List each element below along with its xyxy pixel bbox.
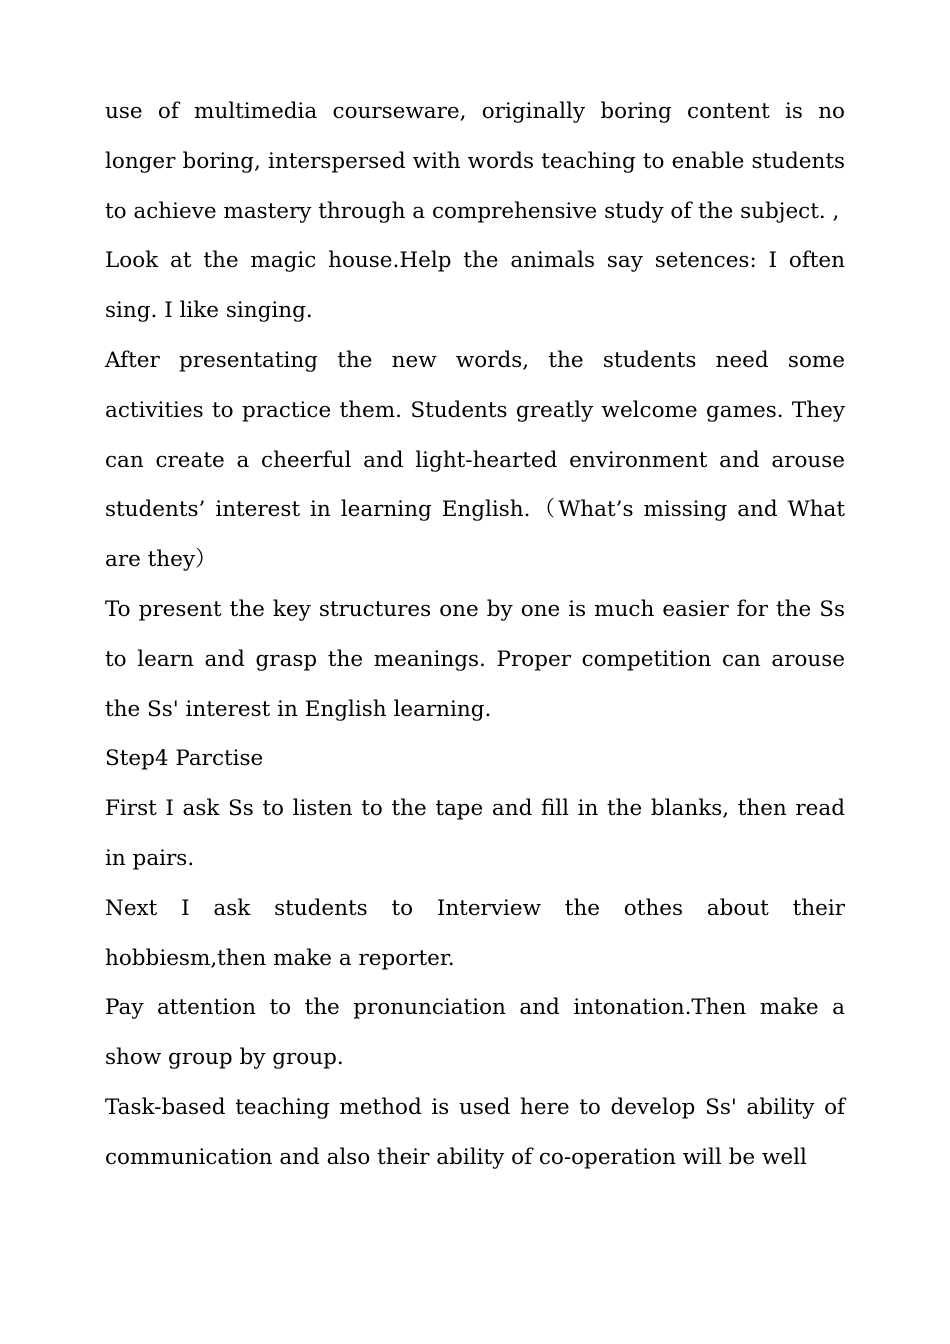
- paragraph-listen-tape: First I ask Ss to listen to the tape and fill in the blanks, then read in pairs.: [105, 796, 845, 871]
- paragraph-interview: Next I ask students to Interview the othes about their hobbiesm,then make a reporter.: [105, 895, 845, 971]
- paragraph-pronunciation: Pay attention to the pronunciation and intonation.Then make a show group by group.: [105, 995, 845, 1071]
- paragraph-key-structures: To present the key structures one by one is much easier for the Ss to learn and grasp the meanings. Proper competition can arouse the Ss' interest in English learning.: [105, 596, 845, 722]
- heading-step4: Step4 Parctise: [105, 746, 264, 772]
- paragraph-magic-house: Look at the magic house.Help the animals say setences: I often sing. I like singing.: [105, 248, 845, 324]
- paragraph-multimedia: use of multimedia courseware, originally boring content is no longer boring, interspersed with words teaching to enable students to achieve mastery through a comprehensive study of the subject. ,: [105, 99, 845, 224]
- document-body: [105, 87, 845, 1183]
- paragraph-task-based: Task-based teaching method is used here to develop Ss' ability of communication and also their ability of co-operation will be well: [105, 1094, 845, 1170]
- paragraph-games: After presentating the new words, the students need some activities to practice them. Students greatly welcome games. They can create a cheerful and light-hearted environment and arouse students’ interest in learning English.（What’s missing and What are they）: [105, 347, 845, 573]
